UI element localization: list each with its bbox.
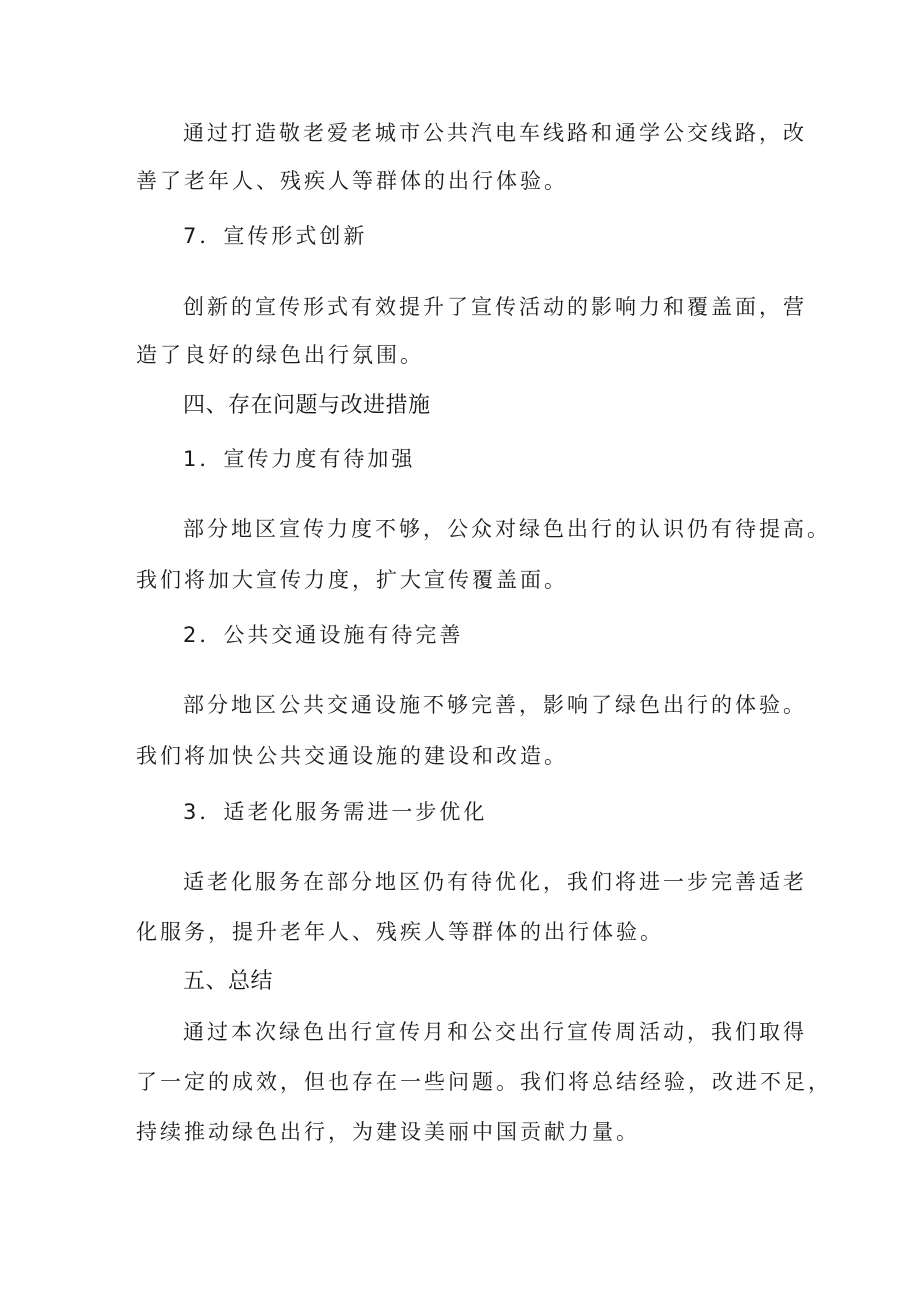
section-heading: 五、总结 — [183, 969, 274, 994]
paragraph-line: 了一定的成效，但也存在一些问题。我们将总结经验，改进不足， — [136, 1070, 832, 1094]
paragraph-line: 适老化服务在部分地区仍有待优化，我们将进一步完善适老 — [183, 870, 807, 894]
paragraph-line: 持续推动绿色出行，为建设美丽中国贡献力量。 — [136, 1120, 640, 1144]
paragraph-line: 造了良好的绿色出行氛围。 — [136, 343, 424, 367]
paragraph-line: 我们将加快公共交通设施的建设和改造。 — [136, 744, 568, 768]
paragraph-line: 创新的宣传形式有效提升了宣传活动的影响力和覆盖面，营 — [183, 295, 807, 319]
paragraph-line: 化服务，提升老年人、残疾人等群体的出行体验。 — [136, 920, 664, 944]
paragraph-line: 善了老年人、残疾人等群体的出行体验。 — [136, 169, 568, 193]
paragraph-line: 我们将加大宣传力度，扩大宣传覆盖面。 — [136, 568, 568, 592]
section-heading: 四、存在问题与改进措施 — [183, 393, 431, 418]
subsection-title: 7．宣传形式创新 — [183, 224, 368, 248]
paragraph-line: 通过打造敬老爱老城市公共汽电车线路和通学公交线路，改 — [183, 121, 807, 145]
paragraph-line: 部分地区公共交通设施不够完善，影响了绿色出行的体验。 — [183, 693, 807, 717]
subsection-title: 1．宣传力度有待加强 — [183, 447, 416, 471]
paragraph-line: 通过本次绿色出行宣传月和公交出行宣传周活动，我们取得 — [183, 1020, 807, 1044]
subsection-title: 2．公共交通设施有待完善 — [183, 623, 464, 647]
paragraph-line: 部分地区宣传力度不够，公众对绿色出行的认识仍有待提高。 — [183, 517, 831, 541]
subsection-title: 3．适老化服务需进一步优化 — [183, 800, 488, 824]
